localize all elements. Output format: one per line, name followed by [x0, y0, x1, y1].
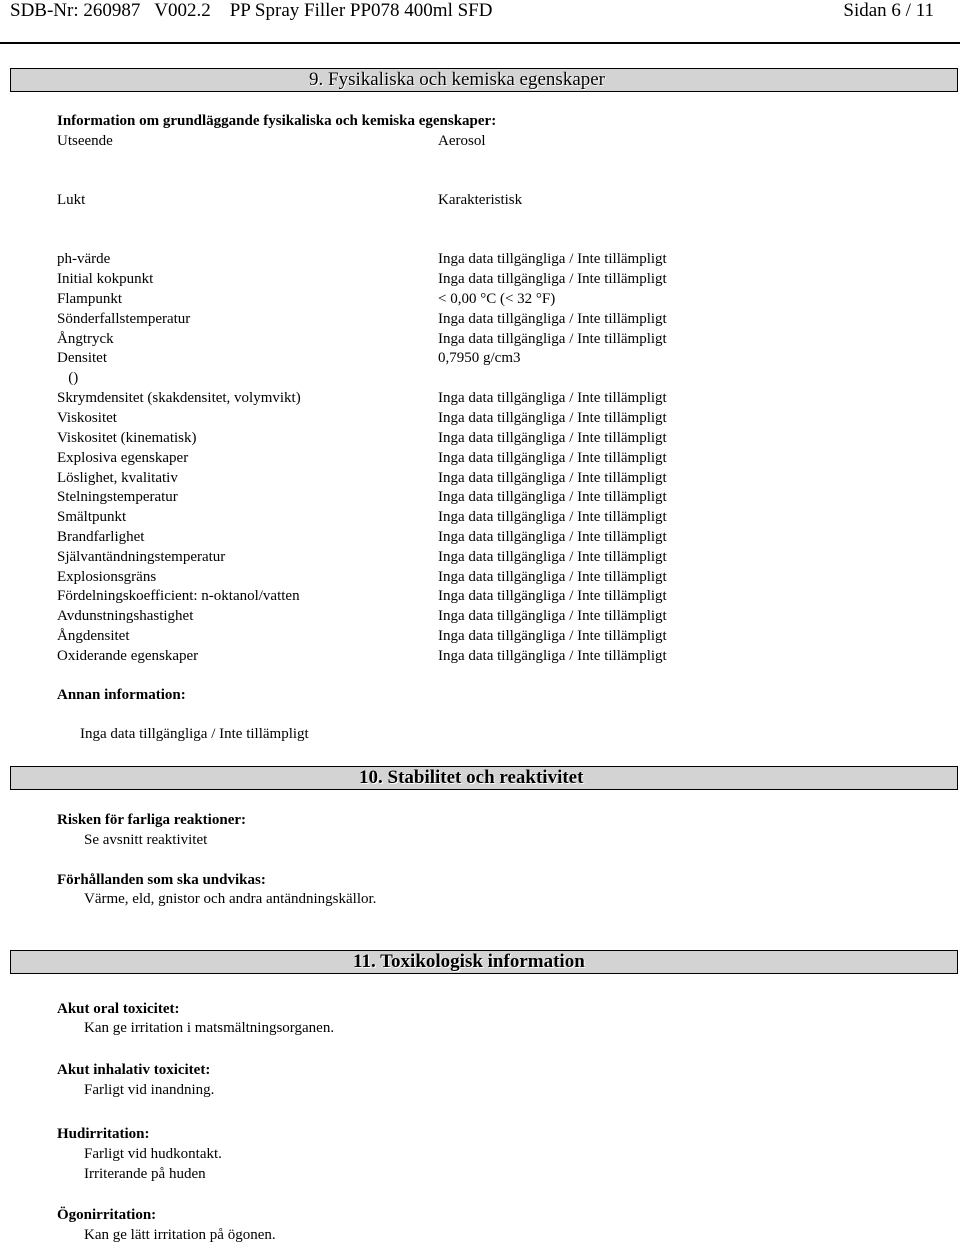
oral-toxicity-value: Kan ge irritation i matsmältningsorganen.	[84, 1020, 335, 1036]
avoid-conditions-value: Värme, eld, gnistor och andra antändningskällor.	[84, 891, 377, 907]
property-value: Inga data tillgängliga / Inte tillämpligt	[438, 588, 667, 604]
page-header	[10, 0, 960, 22]
property-label: Självantändningstemperatur	[57, 549, 226, 565]
section-10-title: 10. Stabilitet och reaktivitet	[359, 767, 584, 788]
property-value: Inga data tillgängliga / Inte tillämpligt	[438, 489, 667, 505]
oral-toxicity-heading: Akut oral toxicitet:	[57, 1001, 180, 1017]
property-label: Initial kokpunkt	[57, 271, 154, 287]
odor-value: Karakteristisk	[438, 192, 523, 208]
property-value: Inga data tillgängliga / Inte tillämpligt	[438, 509, 667, 525]
skin-irritation-heading: Hudirritation:	[57, 1126, 150, 1142]
property-label: Avdunstningshastighet	[57, 608, 194, 624]
property-label: Viskositet	[57, 410, 117, 426]
property-value: Inga data tillgängliga / Inte tillämpligt	[438, 549, 667, 565]
property-label: Fördelningskoefficient: n-oktanol/vatten	[57, 588, 300, 604]
property-label: Stelningstemperatur	[57, 489, 178, 505]
header-divider	[0, 42, 960, 44]
appearance-label: Utseende	[57, 133, 113, 149]
property-label: Oxiderande egenskaper	[57, 648, 199, 664]
odor-label: Lukt	[57, 192, 86, 208]
section-9-title: 9. Fysikaliska och kemiska egenskaper	[309, 69, 606, 90]
document-id: SDB-Nr: 260987 V002.2 PP Spray Filler PP078 400ml SFD	[10, 0, 493, 21]
property-value: Inga data tillgängliga / Inte tillämpligt	[438, 628, 667, 644]
property-label: Viskositet (kinematisk)	[57, 430, 197, 446]
eye-irritation-heading: Ögonirritation:	[57, 1207, 157, 1223]
property-value: Inga data tillgängliga / Inte tillämpligt	[438, 648, 667, 664]
inhalation-toxicity-value: Farligt vid inandning.	[84, 1082, 215, 1098]
property-label: Explosiva egenskaper	[57, 450, 189, 466]
property-label: ()	[57, 370, 79, 386]
property-label: Ångdensitet	[57, 628, 130, 644]
property-value: Inga data tillgängliga / Inte tillämpligt	[438, 470, 667, 486]
eye-irritation-value: Kan ge lätt irritation på ögonen.	[84, 1227, 276, 1243]
property-value: Inga data tillgängliga / Inte tillämpligt	[438, 251, 667, 267]
property-label: Smältpunkt	[57, 509, 127, 525]
property-label: Sönderfallstemperatur	[57, 311, 191, 327]
property-label: Löslighet, kvalitativ	[57, 470, 178, 486]
section-11-title: 11. Toxikologisk information	[353, 951, 585, 972]
inhalation-toxicity-heading: Akut inhalativ toxicitet:	[57, 1062, 211, 1078]
property-label: Densitet	[57, 350, 107, 366]
property-value: Inga data tillgängliga / Inte tillämpligt	[438, 450, 667, 466]
property-value: Inga data tillgängliga / Inte tillämpligt	[438, 608, 667, 624]
property-label: Ångtryck	[57, 331, 114, 347]
other-info-value: Inga data tillgängliga / Inte tillämpligt	[80, 726, 309, 742]
avoid-conditions-heading: Förhållanden som ska undvikas:	[57, 872, 266, 888]
property-value: Inga data tillgängliga / Inte tillämpligt	[438, 311, 667, 327]
reaction-risk-heading: Risken för farliga reaktioner:	[57, 812, 247, 828]
property-label: Brandfarlighet	[57, 529, 145, 545]
property-value: Inga data tillgängliga / Inte tillämpligt	[438, 390, 667, 406]
skin-irritation-value-1: Farligt vid hudkontakt.	[84, 1146, 222, 1162]
property-label: ph-värde	[57, 251, 111, 267]
property-value: 0,7950 g/cm3	[438, 350, 521, 366]
property-label: Skrymdensitet (skakdensitet, volymvikt)	[57, 390, 301, 406]
property-label: Explosionsgräns	[57, 569, 157, 585]
property-value: Inga data tillgängliga / Inte tillämpligt	[438, 331, 667, 347]
property-value: Inga data tillgängliga / Inte tillämpligt	[438, 271, 667, 287]
property-value: Inga data tillgängliga / Inte tillämpligt	[438, 430, 667, 446]
reaction-risk-value: Se avsnitt reaktivitet	[84, 832, 208, 848]
other-info-heading: Annan information:	[57, 687, 186, 703]
page-number: Sidan 6 / 11	[843, 0, 934, 21]
property-value: Inga data tillgängliga / Inte tillämpligt	[438, 410, 667, 426]
appearance-value: Aerosol	[438, 133, 486, 149]
property-label: Flampunkt	[57, 291, 123, 307]
property-value: Inga data tillgängliga / Inte tillämpligt	[438, 569, 667, 585]
property-value: < 0,00 °C (< 32 °F)	[438, 291, 556, 307]
skin-irritation-value-2: Irriterande på huden	[84, 1166, 206, 1182]
property-value: Inga data tillgängliga / Inte tillämpligt	[438, 529, 667, 545]
basic-properties-heading: Information om grundläggande fysikaliska och kemiska egenskaper:	[57, 113, 497, 129]
